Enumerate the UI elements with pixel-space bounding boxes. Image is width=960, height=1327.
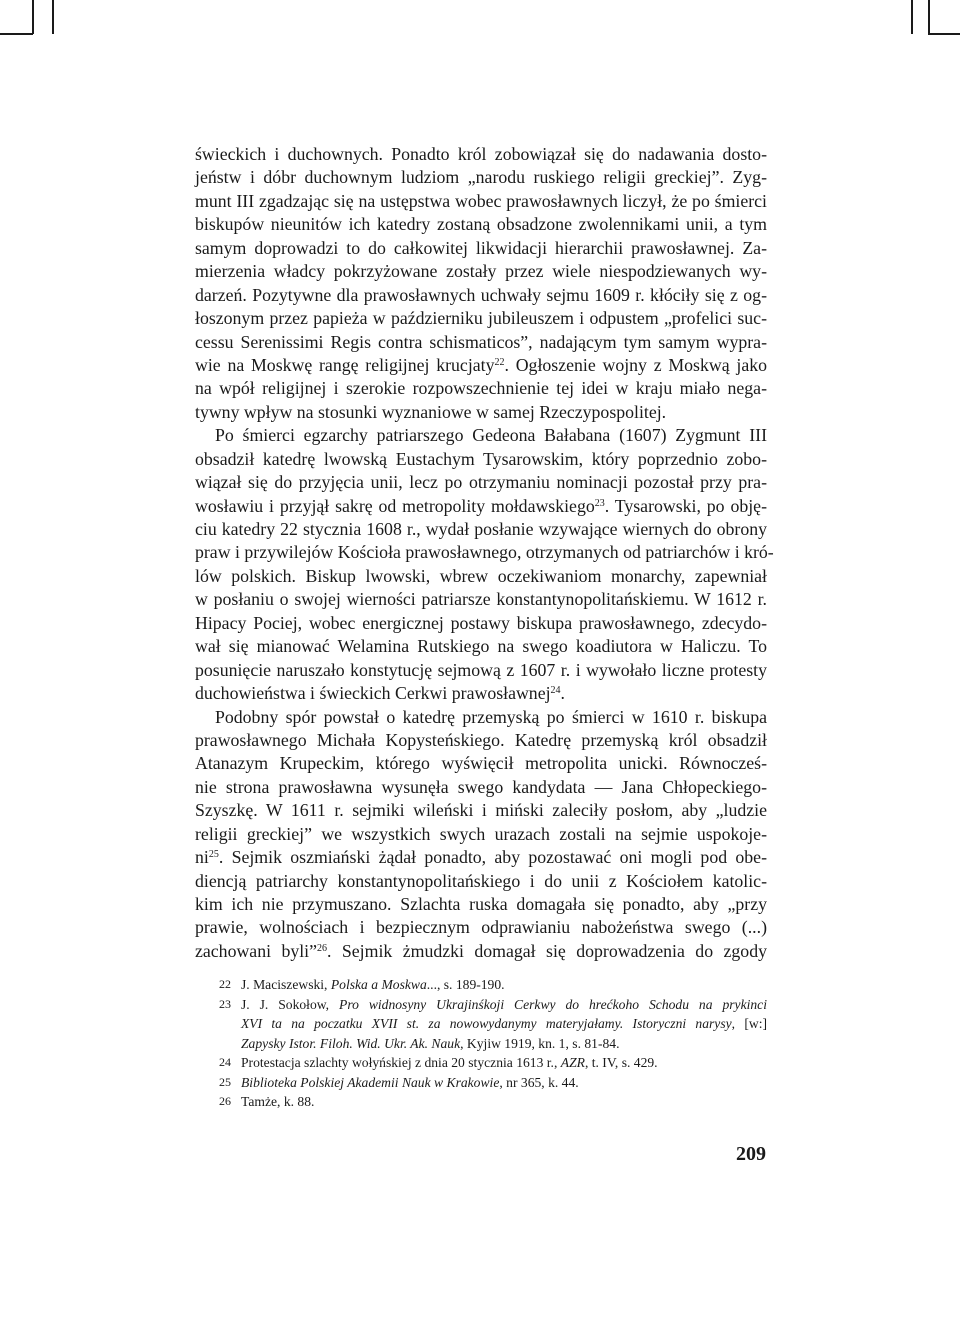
text-line: nie strona prawosławna wysunęła swego kandydata — Jana Chłopeckiego-	[195, 776, 767, 797]
text-line: prawie, wolnościach i bezpiecznym odprawianiu nabożeństwa swego (...)	[195, 917, 767, 938]
footnote-title: Pro widnosyny Ukrajinśkoji Cerkwy do hrećkoho Schodu na prykinci	[339, 996, 767, 1012]
crop-mark	[52, 0, 54, 34]
footnote-ref: 25	[208, 849, 219, 861]
footnote-plain: J. Maciszewski,	[241, 977, 331, 992]
text-line: praw i przywilejów Kościoła prawosławnego, otrzymanych od patriarchów i kró-	[195, 542, 774, 563]
text-line: biskupów nieunitów ich katedry zostaną obsadzone zwolennikami unii, a tym	[195, 214, 767, 235]
text-segment: zachowani byli”	[195, 940, 318, 961]
text-line: munt III zgadzając się na ustępstwa wobec prawosławnych liczył, że po śmierci	[195, 190, 767, 211]
text-line	[195, 495, 767, 518]
crop-mark	[911, 0, 913, 34]
text-line: religii greckiej” we wszystkich swych urazach zostali na sejmie uspokoje-	[195, 823, 767, 844]
footnote-text	[241, 1073, 767, 1093]
footnote-ref: 22	[494, 356, 505, 368]
text-line: cessu Serenissimi Regis contra schismaticos”, nadającym tym samym wypra-	[195, 331, 767, 352]
text-line: ciu katedry 22 stycznia 1608 r., wydał posłanie wzywające wiernych do obrony	[195, 519, 767, 539]
text-line: łoszonym przez papieża w październiku jubileuszem i odpustem „profelici suc-	[195, 308, 767, 329]
text-line	[195, 354, 767, 377]
text-segment: . Sejmik oszmiański żądał ponadto, aby pozostawać oni mogli pod obe-	[218, 847, 767, 868]
text-line: wiązał się do przyjęcia unii, lecz po otrzymaniu nominacji pozostał przy pra-	[195, 472, 767, 493]
footnote	[219, 1073, 767, 1093]
footnote-title: Zapysky Istor. Filoh. Wid. Ukr. Ak. Nauk	[241, 1035, 461, 1051]
text-line: kim ich nie przymuszano. Szlachta ruska domagała się ponadto, aby „przy	[195, 894, 767, 914]
footnote-plain: ..., s. 189-190.	[426, 977, 505, 992]
text-line: lów polskich. Biskup lwowski, wbrew oczekiwaniom monarchy, zapewniał	[195, 565, 767, 586]
text-segment: . Tysarowski, po obję-	[604, 495, 767, 516]
footnote-plain: , t. IV, s. 429.	[584, 1055, 658, 1070]
text-line: jeństw i dóbr duchownym ludziom „narodu ruskiego religii greckiej”. Zyg-	[195, 167, 767, 188]
footnote-ref: 24	[550, 685, 561, 697]
text-line	[195, 846, 767, 869]
text-segment: .	[560, 683, 565, 704]
footnote-text	[241, 1034, 767, 1054]
footnote-ref: 26	[317, 942, 328, 954]
text-line: Podobny spór powstał o katedrę przemyską po śmierci w 1610 r. biskupa	[215, 706, 767, 727]
footnote	[219, 995, 767, 1054]
main-text	[195, 143, 774, 963]
footnote-plain: , [w:]	[731, 1016, 767, 1031]
text-segment: . Sejmik żmudzki domagał się doprowadzenia do zgody	[327, 940, 767, 961]
text-line: tywny wpływ na stosunki wyznaniowe w samej Rzeczypospolitej.	[195, 401, 667, 422]
text-line: darzeń. Pozytywne dla prawosławnych uchwały sejmu 1609 r. kłóciły się z og-	[195, 284, 767, 305]
footnote-number: 23	[219, 996, 231, 1011]
text-line: posunięcie naruszało konstytucję sejmową z 1607 r. i wywołało liczne protesty	[195, 659, 767, 680]
text-line: Po śmierci egzarchy patriarszego Gedeona Bałabana (1607) Zygmunt III	[215, 425, 767, 446]
text-segment: wosławiu i przyjął sakrę od metropolity mołdawskiego	[195, 495, 595, 516]
crop-mark	[0, 33, 33, 35]
footnote-title: XVI ta na poczatku XVII st. za nowowydanymy materyjałamy. Istoryczni narysy	[241, 1016, 732, 1031]
text-line: prawosławnego Michała Kopysteńskiego. Katedrę przemyską król obsadził	[195, 729, 767, 750]
footnote-plain: , Kyjiw 1919, kn. 1, s. 81-84.	[460, 1035, 620, 1051]
footnote-plain: Protestacja szlachty wołyńskiej z dnia 20 stycznia 1613 r.,	[241, 1055, 561, 1070]
footnote-plain: Tamże, k. 88.	[241, 1094, 315, 1109]
text-line: Szyszkę. W 1611 r. sejmiki wileński i miński zaleciły posłom, aby „ludzie	[195, 800, 767, 821]
footnote-text	[241, 1014, 767, 1034]
text-segment: duchowieństwa i świeckich Cerkwi prawosławnej	[195, 683, 551, 704]
text-line: świeckich i duchownych. Ponadto król zobowiązał się do nadawania dosto-	[195, 144, 767, 164]
footnote-text	[241, 1092, 767, 1112]
text-line: samym doprowadzi to do całkowitej likwidacji hierarchii prawosławnej. Za-	[195, 237, 767, 258]
text-line: mierzenia władcy pokrzyżowane zostały przez wiele niespodziewanych wy-	[195, 261, 767, 282]
text-segment: wie na Moskwę rangę religijnej krucjaty	[195, 354, 495, 375]
footnote	[219, 1053, 767, 1073]
footnote-title: Polska a Moskwa	[330, 977, 427, 992]
text-line: w posłaniu o swojej wierności patriarsze konstantynopolitańskiemu. W 1612 r.	[195, 589, 767, 610]
footnote	[219, 975, 767, 995]
footnote-number: 25	[219, 1074, 231, 1089]
footnote-title: Biblioteka Polskiej Akademii Nauk w Krakowie	[241, 1074, 500, 1090]
crop-mark	[928, 33, 960, 35]
text-line: Hipacy Pociej, wobec energicznej postawy biskupa prawosławnego, zdecydo-	[195, 612, 767, 633]
footnote-text	[241, 975, 767, 995]
text-line: Atanazym Krupeckim, którego wyświęcił metropolita unicki. Równocześ-	[195, 753, 767, 774]
crop-mark	[32, 0, 34, 34]
footnote-plain: J. J. Sokołow,	[241, 996, 340, 1012]
text-line	[195, 682, 767, 705]
text-line: na wpół religijnej i szerokie rozpowszechnienie tej idei w kraju miało nega-	[195, 378, 767, 399]
crop-mark	[928, 0, 930, 34]
text-segment: ni	[195, 847, 209, 868]
text-line: diencją patriarchy konstantynopolitańskiego i do unii z Kościołem katolic-	[195, 870, 767, 891]
footnote-text	[241, 995, 767, 1015]
footnote-ref: 23	[594, 497, 605, 509]
footnote-title: AZR	[560, 1055, 585, 1070]
footnote-plain: , nr 365, k. 44.	[499, 1074, 579, 1090]
footnotes	[219, 975, 767, 1112]
text-line: wał się mianować Welamina Rutskiego na swego koadiutora w Haliczu. To	[195, 636, 767, 657]
footnote-number: 26	[219, 1094, 231, 1108]
footnote	[219, 1092, 767, 1112]
text-line	[195, 940, 767, 963]
footnote-text	[241, 1053, 767, 1073]
page-number: 209	[736, 1143, 766, 1165]
text-line: obsadził katedrę lwowską Eustachym Tysarowskim, który poprzednio zobo-	[195, 448, 767, 469]
text-segment: . Ogłoszenie wojny z Moskwą jako	[504, 354, 767, 375]
footnote-number: 22	[219, 977, 231, 991]
footnote-number: 24	[219, 1055, 231, 1069]
